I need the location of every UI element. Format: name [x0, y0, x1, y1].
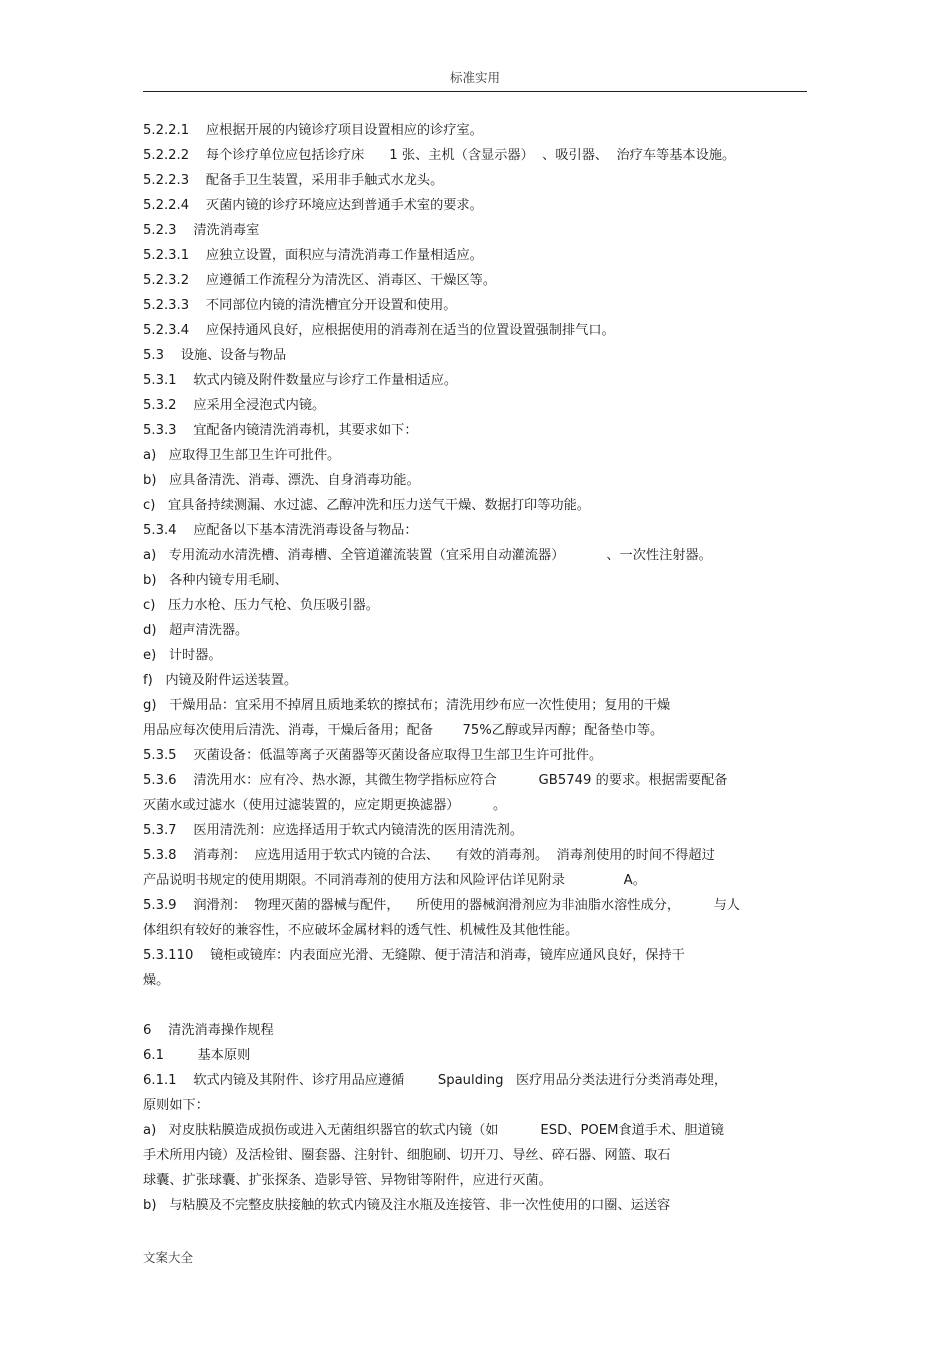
text-line: b) 各种内镜专用毛刷、	[143, 573, 288, 588]
text-line: a) 对皮肤粘膜造成损伤或进入无菌组织器官的软式内镜（如 ESD、POEM食道手术、胆道镜	[143, 1123, 724, 1138]
text-line: 燥。	[143, 973, 170, 988]
text-line: 灭菌水或过滤水（使用过滤装置的，应定期更换滤器） 。	[143, 798, 507, 813]
text-line: 5.2.2.4 灭菌内镜的诊疗环境应达到普通手术室的要求。	[143, 198, 483, 213]
text-line: b) 应具备清洗、消毒、漂洗、自身消毒功能。	[143, 473, 420, 488]
text-line: 5.3 设施、设备与物品	[143, 348, 287, 363]
text-line: 6.1.1 软式内镜及其附件、诊疗用品应遵循 Spaulding 医疗用品分类法进行分类消毒处理，	[143, 1073, 728, 1088]
text-line: 5.2.2.1 应根据开展的内镜诊疗项目设置相应的诊疗室。	[143, 123, 483, 138]
text-line: 5.2.3.2 应遵循工作流程分为清洗区、消毒区、干燥区等。	[143, 273, 497, 288]
text-line: a) 应取得卫生部卫生许可批件。	[143, 448, 341, 463]
text-line: 体组织有较好的兼容性，不应破坏金属材料的透气性、机械性及其他性能。	[143, 923, 579, 938]
text-line: 产品说明书规定的使用期限。不同消毒剂的使用方法和风险评估详见附录 A。	[143, 873, 646, 888]
text-line: d) 超声清洗器。	[143, 623, 249, 638]
text-line: a) 专用流动水清洗槽、消毒槽、全管道灌流装置（宜采用自动灌流器） 、一次性注射器。	[143, 548, 712, 563]
text-line: 5.3.110 镜柜或镜库：内表面应光滑、无缝隙、便于清洁和消毒，镜库应通风良好，保持干	[143, 948, 685, 963]
page-header: 标准实用	[449, 70, 500, 85]
text-line: 5.3.5 灭菌设备：低温等离子灭菌器等灭菌设备应取得卫生部卫生许可批件。	[143, 748, 603, 763]
text-line: 原则如下：	[143, 1098, 209, 1113]
text-line: 5.3.2 应采用全浸泡式内镜。	[143, 398, 326, 413]
text-line: 球囊、扩张球囊、扩张探条、造影导管、异物钳等附件，应进行灭菌。	[143, 1173, 552, 1188]
text-line: 手术所用内镜）及活检钳、圈套器、注射针、细胞刷、切开刀、导丝、碎石器、网篮、取石	[143, 1148, 671, 1163]
document-body	[143, 118, 807, 1218]
text-line: 5.2.3.4 应保持通风良好，应根据使用的消毒剂在适当的位置设置强制排气口。	[143, 323, 615, 338]
text-line: 5.2.3.1 应独立设置，面积应与清洗消毒工作量相适应。	[143, 248, 483, 263]
text-line: 5.3.4 应配备以下基本清洗消毒设备与物品：	[143, 523, 418, 538]
text-line: g) 干燥用品：宜采用不掉屑且质地柔软的擦拭布；清洗用纱布应一次性使用；复用的干燥	[143, 698, 671, 713]
text-line: e) 计时器。	[143, 648, 222, 663]
text-line: f) 内镜及附件运送装置。	[143, 673, 298, 688]
text-line: 5.2.3.3 不同部位内镜的清洗槽宜分开设置和使用。	[143, 298, 457, 313]
text-line: 5.2.2.3 配备手卫生装置，采用非手触式水龙头。	[143, 173, 444, 188]
text-line: c) 宜具备持续测漏、水过滤、乙醇冲洗和压力送气干燥、数据打印等功能。	[143, 498, 590, 513]
text-line: c) 压力水枪、压力气枪、负压吸引器。	[143, 598, 379, 613]
text-line: 5.3.1 软式内镜及附件数量应与诊疗工作量相适应。	[143, 373, 458, 388]
text-line: 5.3.7 医用清洗剂：应选择适用于软式内镜清洗的医用清洗剂。	[143, 823, 524, 838]
paragraph-spacer	[143, 993, 807, 1018]
text-line: 5.3.3 宜配备内镜清洗消毒机，其要求如下：	[143, 423, 418, 438]
text-line: 用品应每次使用后清洗、消毒，干燥后备用；配备 75%乙醇或异丙醇；配备垫巾等。	[143, 723, 664, 738]
text-line: 5.3.8 消毒剂： 应选用适用于软式内镜的合法、 有效的消毒剂。 消毒剂使用的时间不得超过	[143, 848, 715, 863]
text-line: 5.2.2.2 每个诊疗单位应包括诊疗床 1 张、主机（含显示器） 、吸引器、 治疗车等基本设施。	[143, 148, 736, 163]
text-line: 5.3.9 润滑剂： 物理灭菌的器械与配件， 所使用的器械润滑剂应为非油脂水溶性成分， 与人	[143, 898, 740, 913]
text-line: b) 与粘膜及不完整皮肤接触的软式内镜及注水瓶及连接管、非一次性使用的口圈、运送容	[143, 1198, 671, 1213]
text-line: 6.1 基本原则	[143, 1048, 251, 1063]
page-footer: 文案大全	[143, 1250, 194, 1265]
header-divider	[143, 91, 807, 92]
text-line: 5.2.3 清洗消毒室	[143, 223, 260, 238]
text-line: 6 清洗消毒操作规程	[143, 1023, 274, 1038]
text-line: 5.3.6 清洗用水：应有冷、热水源，其微生物学指标应符合 GB5749 的要求。根据需要配备	[143, 773, 728, 788]
